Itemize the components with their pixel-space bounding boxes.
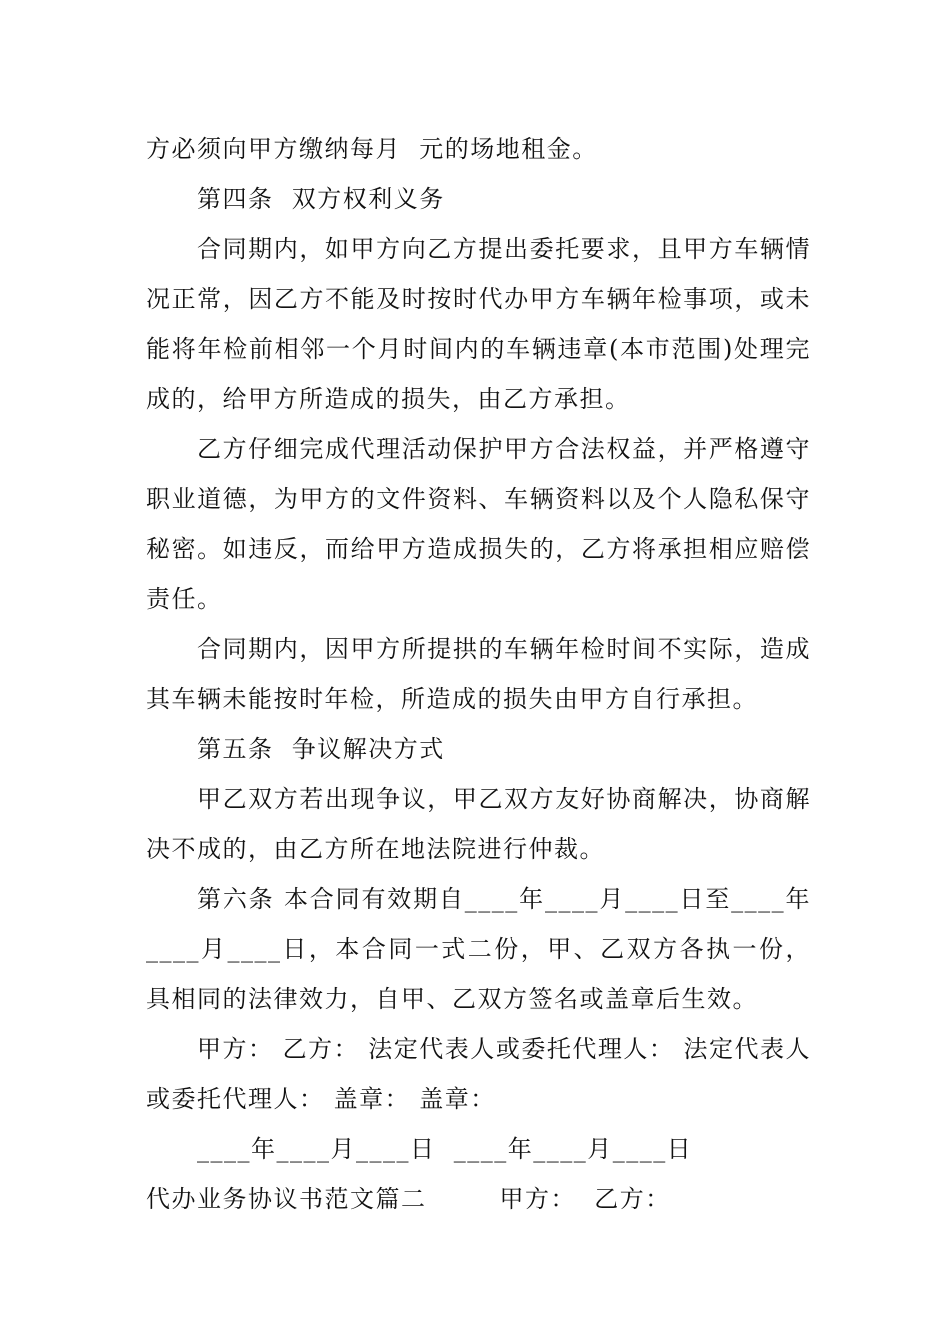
paragraph-article-4-3: 合同期内，因甲方所提拱的车辆年检时间不实际，造成其车辆未能按时年检，所造成的损失由甲方自行承担。 xyxy=(146,635,811,713)
paragraph-signatures: 甲方： 乙方： 法定代表人或委托代理人： 法定代表人或委托代理人： 盖章： 盖章： xyxy=(146,1035,811,1113)
paragraph-article-4-1: 合同期内，如甲方向乙方提出委托要求，且甲方车辆情况正常，因乙方不能及时按时代办甲方车辆年检事项，或未能将年检前相邻一个月时间内的车辆违章(本市范围)处理完成的，给甲方所造成的损失，由乙方承担。 xyxy=(146,235,811,413)
paragraph-article-6: 第六条 本合同有效期自____年____月____日至____年____月____日，本合同一式二份，甲、乙双方各执一份，具相同的法律效力，自甲、乙双方签名或盖章后生效。 xyxy=(146,885,811,1013)
paragraph-article-4-2: 乙方仔细完成代理活动保护甲方合法权益，并严格遵守职业道德，为甲方的文件资料、车辆资料以及个人隐私保守秘密。如违反，而给甲方造成损失的，乙方将承担相应赔偿责任。 xyxy=(146,435,811,613)
paragraph-second-agreement-title: 代办业务协议书范文篇二 甲方： 乙方： xyxy=(146,1185,671,1213)
paragraph-rent-clause: 方必须向甲方缴纳每月 元的场地租金。 xyxy=(146,135,598,163)
article-4-heading: 第四条 双方权利义务 xyxy=(197,185,445,213)
article-5-heading: 第五条 争议解决方式 xyxy=(197,735,445,763)
paragraph-article-5: 甲乙双方若出现争议，甲乙双方友好协商解决，协商解决不成的，由乙方所在地法院进行仲裁。 xyxy=(146,785,811,863)
document-body xyxy=(146,124,811,1224)
paragraph-signature-dates: ____年____月____日 ____年____月____日 xyxy=(197,1135,693,1163)
